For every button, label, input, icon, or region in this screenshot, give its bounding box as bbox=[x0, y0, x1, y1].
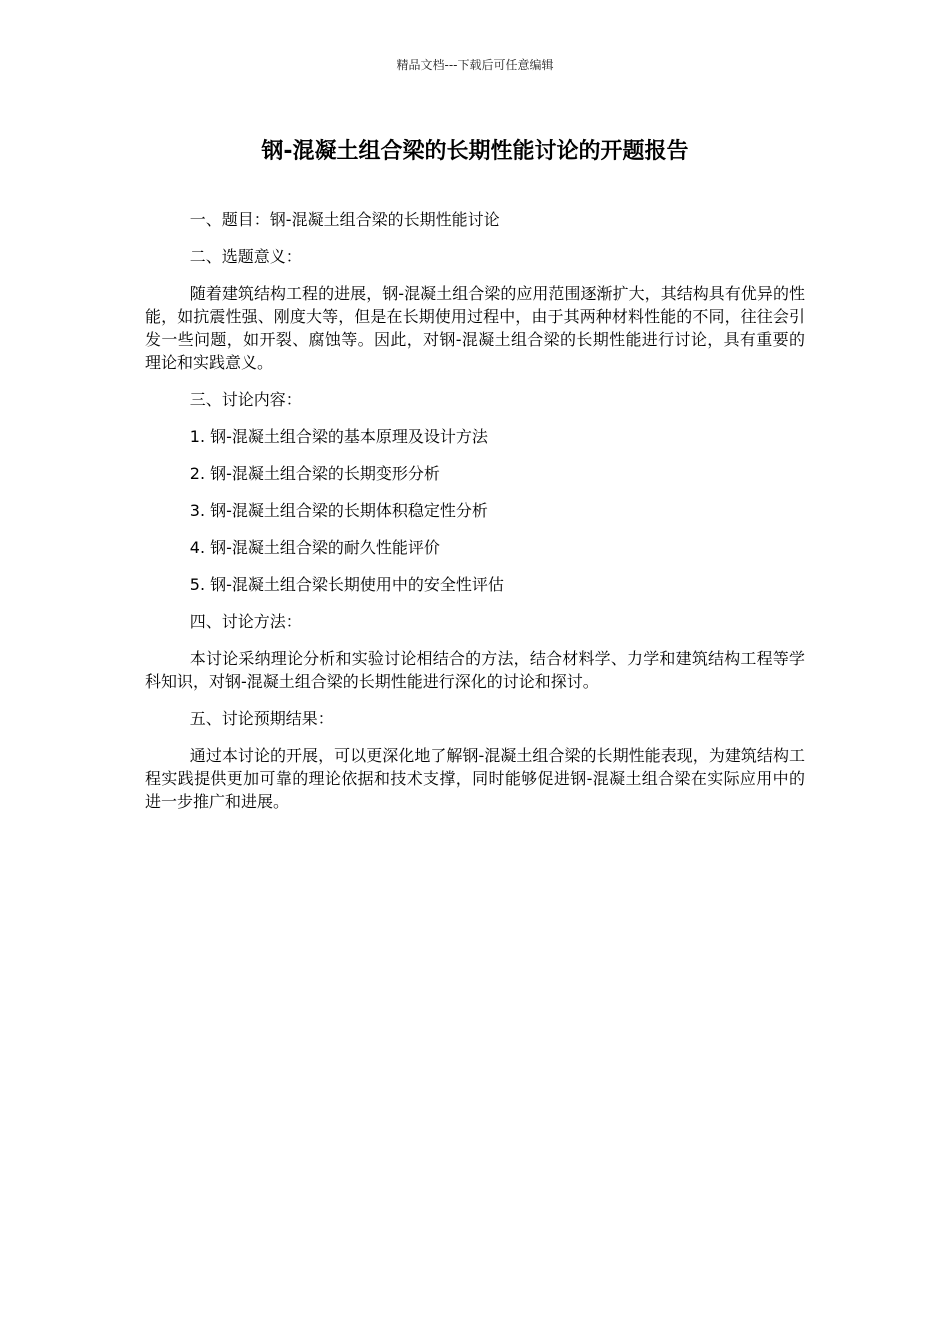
results-paragraph: 通过本讨论的开展，可以更深化地了解钢-混凝土组合梁的长期性能表现，为建筑结构工程实践提供更加可靠的理论依据和技术支撑，同时能够促进钢-混凝土组合梁在实际应用中的进一步推广和进展。 bbox=[145, 746, 805, 811]
list-item: 4. 钢-混凝土组合梁的耐久性能评价 bbox=[189, 538, 440, 557]
method-paragraph: 本讨论采纳理论分析和实验讨论相结合的方法，结合材料学、力学和建筑结构工程等学科知识，对钢-混凝土组合梁的长期性能进行深化的讨论和探讨。 bbox=[145, 649, 805, 691]
list-item: 1. 钢-混凝土组合梁的基本原理及设计方法 bbox=[189, 427, 488, 446]
topic-line: 一、题目：钢-混凝土组合梁的长期性能讨论 bbox=[189, 210, 500, 229]
list-item: 5. 钢-混凝土组合梁长期使用中的安全性评估 bbox=[189, 575, 504, 594]
list-item: 3. 钢-混凝土组合梁的长期体积稳定性分析 bbox=[189, 501, 488, 520]
significance-heading: 二、选题意义： bbox=[189, 247, 302, 266]
document-title: 钢-混凝土组合梁的长期性能讨论的开题报告 bbox=[261, 139, 689, 164]
significance-paragraph: 随着建筑结构工程的进展，钢-混凝土组合梁的应用范围逐渐扩大，其结构具有优异的性能，如抗震性强、刚度大等，但是在长期使用过程中，由于其两种材料性能的不同，往往会引发一些问题，如开裂、腐蚀等。因此，对钢-混凝土组合梁的长期性能进行讨论，具有重要的理论和实践意义。 bbox=[145, 284, 805, 372]
method-heading: 四、讨论方法： bbox=[189, 612, 302, 631]
document-body bbox=[145, 208, 805, 827]
list-item: 2. 钢-混凝土组合梁的长期变形分析 bbox=[189, 464, 440, 483]
results-heading: 五、讨论预期结果： bbox=[189, 709, 334, 728]
header-note: 精品文档---下载后可任意编辑 bbox=[396, 58, 554, 72]
content-heading: 三、讨论内容： bbox=[189, 390, 302, 409]
